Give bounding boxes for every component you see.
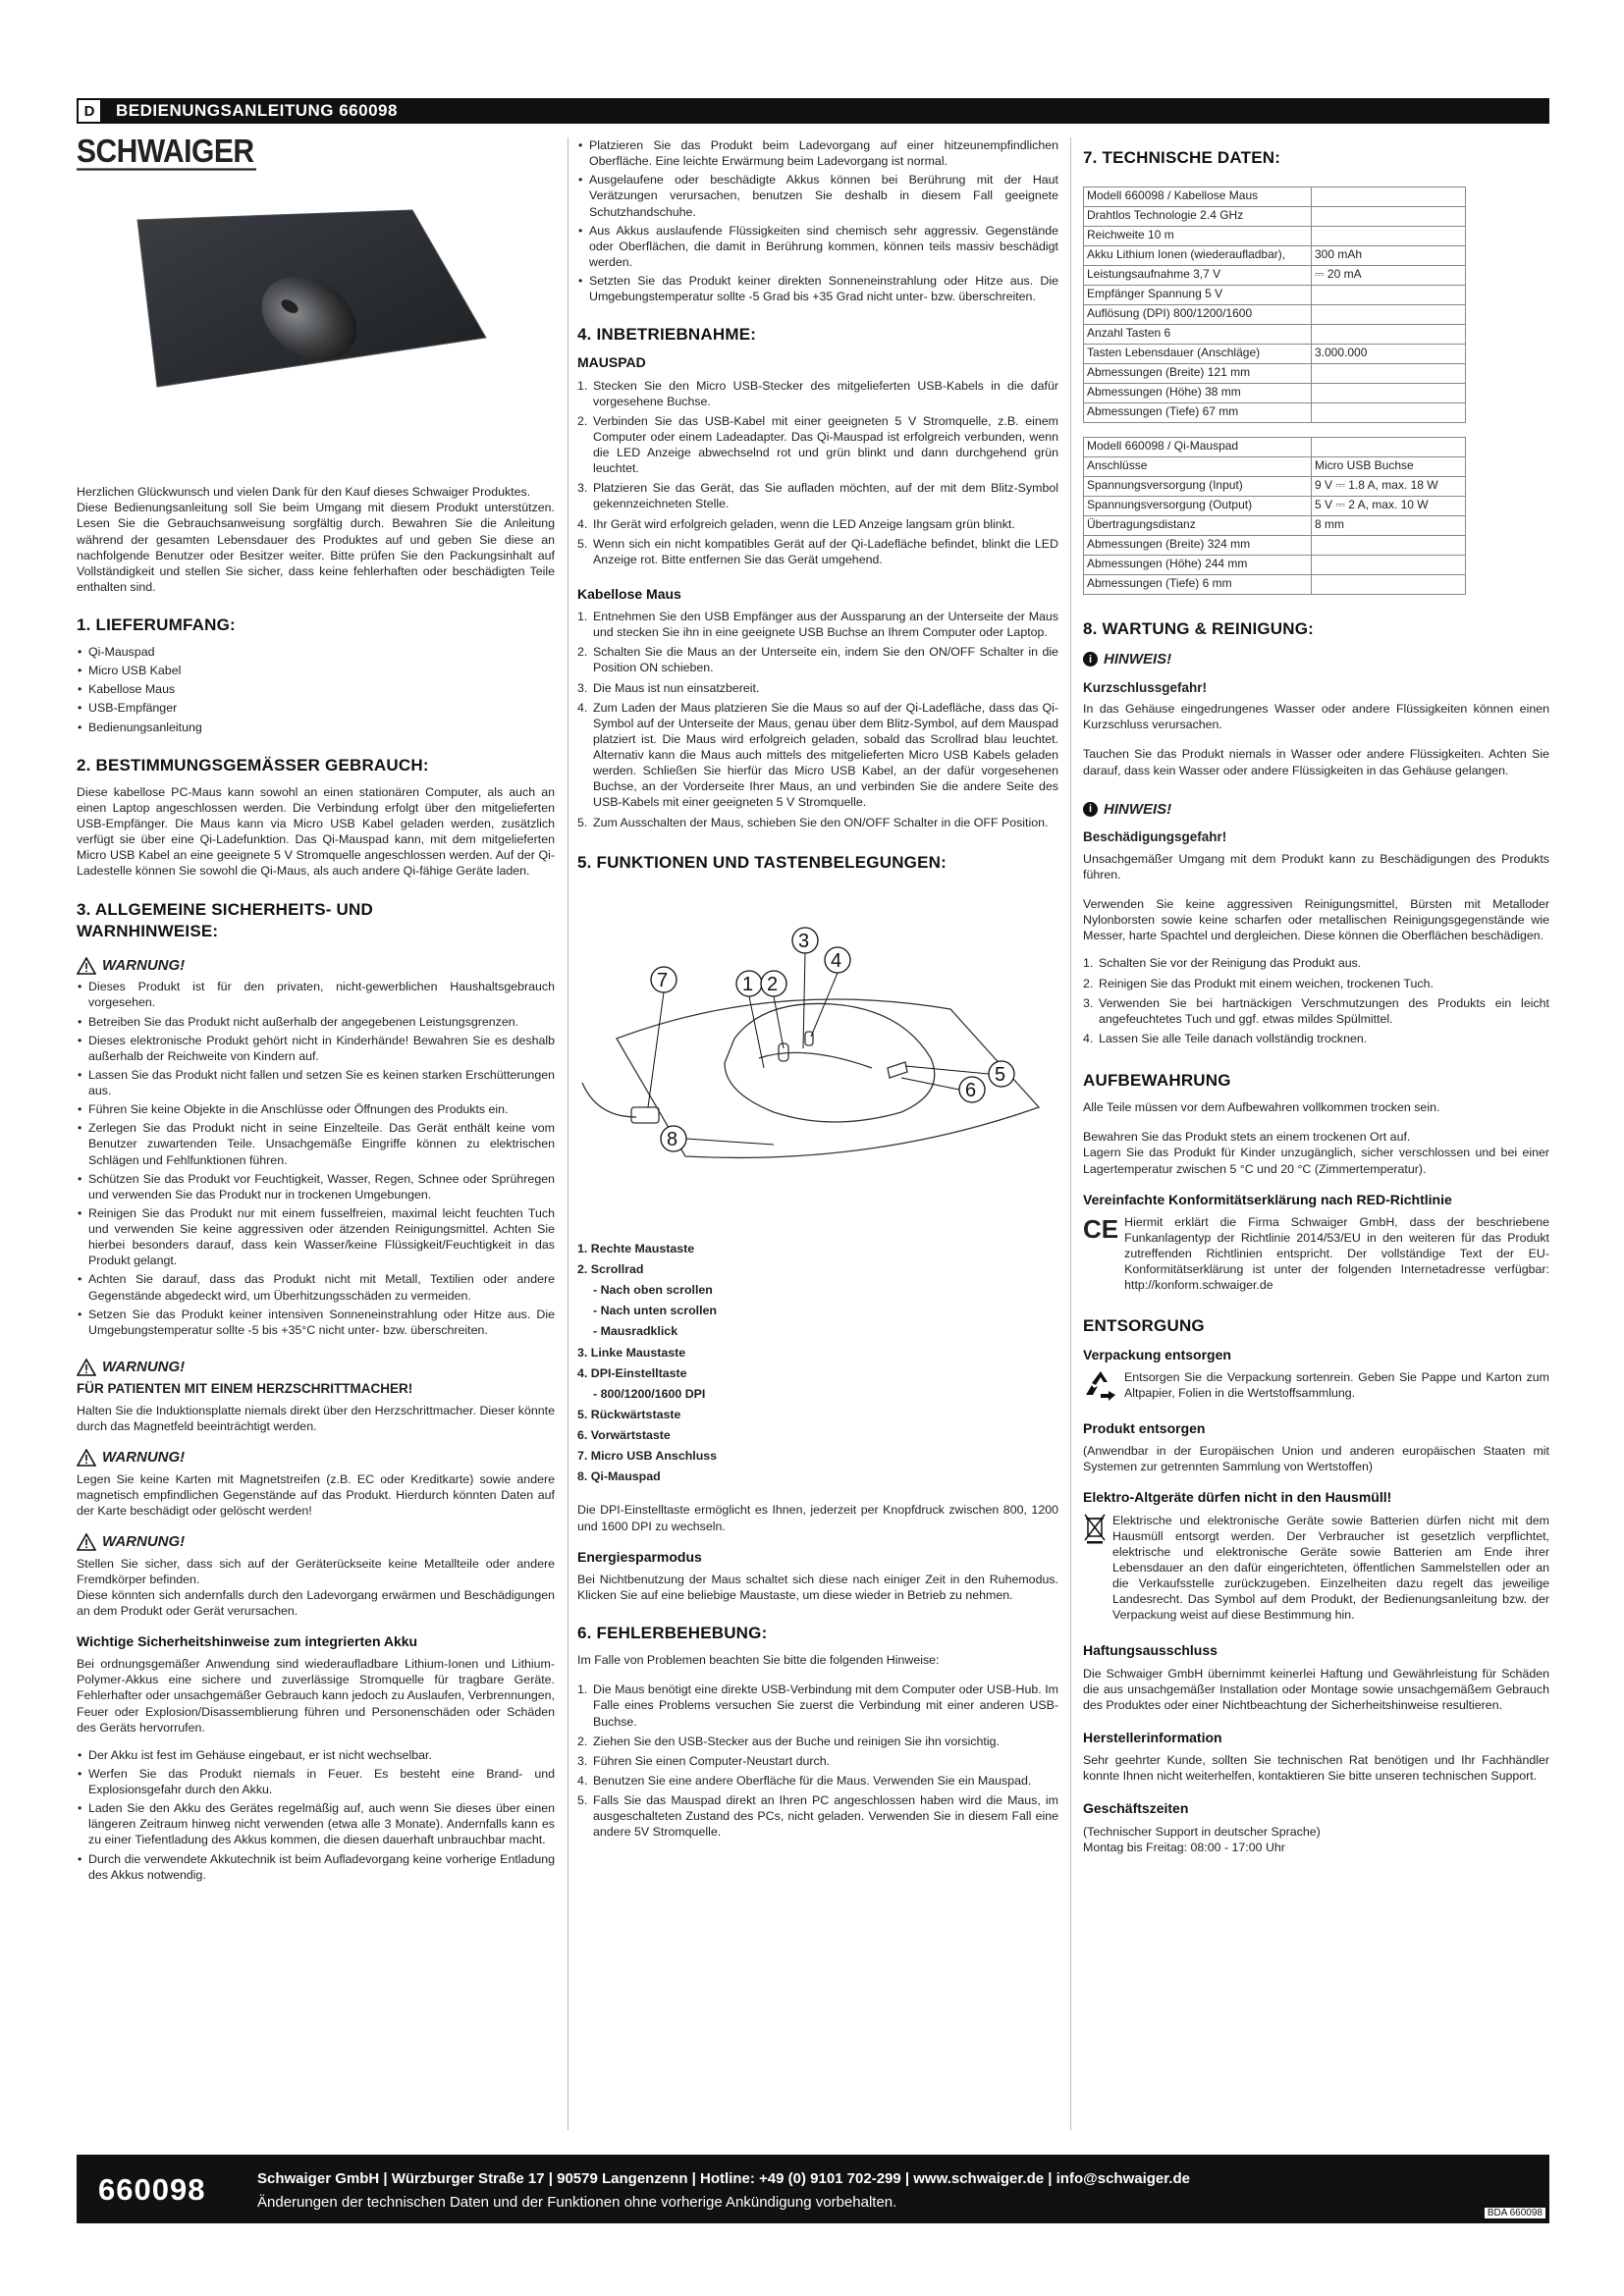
conformity-block	[1083, 1214, 1549, 1297]
battery-safety-title: Wichtige Sicherheitshinweise zum integrierten Akku	[77, 1633, 418, 1650]
spec-value	[1312, 187, 1466, 207]
list-item: • Führen Sie keine Objekte in die Anschlüsse oder Öffnungen des Produkts ein.	[77, 1101, 555, 1117]
spec-value	[1312, 556, 1466, 575]
legend-item: 4. DPI-Einstelltaste	[577, 1365, 687, 1380]
list-item: 3. Führen Sie einen Computer-Neustart durch.	[577, 1753, 831, 1768]
spec-value: 300 mAh	[1312, 246, 1466, 266]
legend-item: 7. Micro USB Anschluss	[577, 1449, 718, 1464]
warning-heading: WARNUNG!	[77, 1358, 555, 1377]
footer-bar	[77, 2155, 1549, 2223]
energy-title: Energiesparmodus	[577, 1548, 702, 1565]
product-disposal-text: (Anwendbar in der Europäischen Union und anderen europäischen Staaten mit Systemen zur getrennten Sammlung von Wertstoffen)	[1083, 1444, 1549, 1474]
page-title: BEDIENUNGSANLEITUNG 660098	[116, 101, 398, 120]
callout-7: 7	[657, 969, 669, 991]
intro-text: Herzlichen Glückwunsch und vielen Dank für den Kauf dieses Schwaiger Produktes. Diese Bedienungsanleitung soll Sie beim Umgang mit diesem Produkt unterstützen. Lesen Sie die Gebrauchsanweisung sorgfältig durch. Bewahren Sie die Anleitung während der gesamten Lebensdauer des Produktes auf und geben Sie diese an nachfolgende Benutzer oder Besitzer weiter. Bitte prüfen Sie den Packungsinhalt auf Vollständigkeit und stellen Sie sicher, dass keine fehlerhaften oder beschädigten Teile enthalten sind.	[77, 485, 555, 594]
table-row	[1084, 187, 1466, 207]
battery-safety-text: Bei ordnungsgemäßer Anwendung sind wiederaufladbare Lithium-Ionen und Lithium-Polymer-Akkus eine sichere und zuverlässige Stromquelle für tragbare Geräte. Fehlerhafter oder unsachgemäßer Gebrauch kann jedoch zu Auslaufen, Verbrennungen, Feuer oder Explosion/Disassemblierung führen und Personenschäden oder Schäden des Geräts hervorrufen.	[77, 1657, 555, 1735]
table-row	[1084, 536, 1466, 556]
list-item: 4. Lassen Sie alle Teile danach vollständig trocknen.	[1083, 1031, 1368, 1045]
warning-icon	[77, 957, 96, 975]
list-item: • Qi-Mauspad	[77, 644, 555, 660]
spec-label: Abmessungen (Breite) 121 mm	[1084, 364, 1312, 384]
ce-mark-icon: CE	[1083, 1213, 1119, 1244]
mouse-spec-table	[1083, 187, 1466, 423]
mousepad-title: MAUSPAD	[577, 354, 646, 371]
section-title: 1. LIEFERUMFANG:	[77, 615, 236, 634]
usb-plug	[631, 1107, 659, 1123]
list-item: • Dieses Produkt ist für den privaten, nicht-gewerblichen Haushaltsgebrauch vorgesehen.	[77, 979, 555, 1010]
warning-icon	[77, 1449, 96, 1467]
troubleshoot-steps	[577, 1682, 1058, 1840]
recycle-icon	[1083, 1369, 1118, 1403]
spec-value	[1312, 384, 1466, 403]
pacemaker-text: Halten Sie die Induktionsplatte niemals direkt über den Herzschrittmacher. Dieser könnte durch das Magnetfeld beeinträchtigt werden.	[77, 1403, 555, 1434]
spec-label: Empfänger Spannung 5 V	[1084, 286, 1312, 305]
legend-item: - Nach unten scrollen	[593, 1304, 717, 1318]
warning-heading: WARNUNG!	[77, 1532, 555, 1552]
hint-text: Tauchen Sie das Produkt niemals in Wasser oder andere Flüssigkeiten. Achten Sie darauf, dass kein Wasser oder andere Flüssigkeiten in das Gehäuse gelangen.	[1083, 747, 1549, 777]
list-item: 1. Entnehmen Sie den USB Empfänger aus der Aussparung an der Unterseite der Maus und stecken Sie ihn in eine geeignete USB Buchse an Ihrem Computer oder Laptop.	[577, 610, 1058, 640]
spec-label: Abmessungen (Tiefe) 67 mm	[1084, 403, 1312, 423]
table-row	[1084, 575, 1466, 595]
callout-4: 4	[831, 949, 842, 972]
usage-text: Diese kabellose PC-Maus kann sowohl an einen stationären Computer, als auch an einen Laptop angeschlossen werden. Die Verbindung erfolgt über den mitgelieferten USB-Empfänger. Die Maus kann via Micro USB Kabel geladen werden, zusätzlich verfügt sie über eine Qi-Ladefunktion. Das Qi-Mauspad kann, mit dem mitgelieferten Micro USB Kabel an eine geeignete 5 V Stromquelle angeschlossen werden. Auf der Qi-Ladestelle können Sie sowohl die Qi-Maus, als auch andere Qi-fähige Geräte laden.	[77, 784, 555, 879]
section-title: 8. WARTUNG & REINIGUNG:	[1083, 619, 1315, 639]
list-item: 5. Falls Sie das Mauspad direkt an Ihren PC angeschlossen haben wird die Maus, im ausgeschalteten Zustand des PCs, nicht geladen. Verwenden Sie in diesem Fall eine andere 5V Stromquelle.	[577, 1793, 1058, 1840]
list-item: • Reinigen Sie das Produkt nur mit einem fusselfreien, maximal leicht feuchten Tuch und verwenden Sie keine aggressiven oder ätzenden Reinigungsmittel. Achten Sie hierbei besonders darauf, dass kein Wasser/keine Flüssigkeit/Feuchtigkeit in das Produkt gelangt.	[77, 1205, 555, 1269]
list-item: • Platzieren Sie das Produkt beim Ladevorgang auf einer hitzeunempfindlichen Oberfläche. Eine leichte Erwärmung beim Ladevorgang ist normal.	[577, 137, 1058, 169]
list-item: • Laden Sie den Akku des Gerätes regelmäßig auf, auch wenn Sie dieses über einen längeren Zeitraum hinweg nicht verwenden (etwa alle 3 Monate). Andernfalls kann es zu einer Tiefentladung des Akkus kommen, die diesen dauerhaft unbrauchbar macht.	[77, 1800, 555, 1847]
list-item: • USB-Empfänger	[77, 700, 555, 716]
list-item: 2. Ziehen Sie den USB-Stecker aus der Buche und reinigen Sie ihn vorsichtig.	[577, 1734, 1000, 1748]
delivery-list	[77, 644, 555, 735]
table-row	[1084, 438, 1466, 457]
spec-label: Drahtlos Technologie 2.4 GHz	[1084, 207, 1312, 227]
section-title: 6. FEHLERBEHEBUNG:	[577, 1624, 768, 1643]
legend-item: 3. Linke Maustaste	[577, 1345, 686, 1360]
spec-value	[1312, 286, 1466, 305]
spec-label: Übertragungsdistanz	[1084, 516, 1312, 536]
spec-value: ⎓ 20 mA	[1312, 266, 1466, 286]
brand-logo: SCHWAIGER	[77, 133, 254, 170]
table-row	[1084, 246, 1466, 266]
callout-5: 5	[995, 1063, 1006, 1086]
storage-text: Alle Teile müssen vor dem Aufbewahren vollkommen trocken sein.	[1083, 1100, 1440, 1115]
company-contact: Schwaiger GmbH | Würzburger Straße 17 | 90579 Langenzenn | Hotline: +49 (0) 9101 702-299 | www.schwaiger.de | info@schwaiger.de	[257, 2170, 1190, 2187]
spec-label: Auflösung (DPI) 800/1200/1600	[1084, 305, 1312, 325]
section-title: ENTSORGUNG	[1083, 1316, 1205, 1336]
spec-label: Leistungsaufnahme 3,7 V	[1084, 266, 1312, 286]
metal-warning-text: Stellen Sie sicher, dass sich auf der Geräterückseite keine Metallteile oder andere Fremdkörper befinden. Diese könnten sich andernfalls durch den Ladevorgang erwärmen und Beschädigungen an dem Produkt oder Gerät verursachen.	[77, 1556, 555, 1618]
weee-title: Elektro-Altgeräte dürfen nicht in den Hausmüll!	[1083, 1489, 1392, 1506]
energy-text: Bei Nichtbenutzung der Maus schaltet sich diese nach einiger Zeit in den Ruhemodus. Klicken Sie auf eine beliebige Maustaste, um diese wieder in Betrieb zu nehmen.	[577, 1572, 1058, 1602]
weee-text: Elektrische und elektronische Geräte sowie Batterien dürfen nicht mit dem Hausmüll entsorgt werden. Der Verbraucher ist gesetzlich verpflichtet, elektrische und elektronische Geräte sowie Batterien am Ende ihrer Lebensdauer an den dafür eingerichteten, öffentlichen Sammelstellen oder an die Verkaufsstelle zurückzugeben. Einzelheiten dazu regelt das jeweilige Landesrecht. Das Symbol auf dem Produkt, der Bedienungsanleitung bzw. der Verpackung weist auf diese Bestimmung hin.	[1112, 1513, 1549, 1623]
list-item: • Schützen Sie das Produkt vor Feuchtigkeit, Wasser, Regen, Schnee oder Sprühregen und verwenden Sie das Produkt nur in trockenen Umgebungen.	[77, 1171, 555, 1202]
mouse-steps	[577, 609, 1058, 830]
callout-8: 8	[667, 1128, 678, 1150]
spec-value	[1312, 305, 1466, 325]
list-item: • Bedienungsanleitung	[77, 720, 555, 735]
table-row	[1084, 345, 1466, 364]
spec-label: Anschlüsse	[1084, 457, 1312, 477]
list-item: • Der Akku ist fest im Gehäuse eingebaut, er ist nicht wechselbar.	[77, 1747, 555, 1763]
spec-value: Micro USB Buchse	[1312, 457, 1466, 477]
hint-title: Kurzschlussgefahr!	[1083, 679, 1208, 695]
spec-value	[1312, 364, 1466, 384]
spec-value: 3.000.000	[1312, 345, 1466, 364]
section-title: 7. TECHNISCHE DATEN:	[1083, 148, 1281, 167]
info-icon: i	[1083, 652, 1098, 667]
legend-item: - 800/1200/1600 DPI	[593, 1386, 706, 1401]
disclaimer: Änderungen der technischen Daten und der Funktionen ohne vorherige Ankündigung vorbehalten.	[257, 2194, 897, 2211]
product-photo	[98, 190, 491, 392]
manufacturer-title: Herstellerinformation	[1083, 1730, 1222, 1746]
list-item: 4. Ihr Gerät wird erfolgreich geladen, wenn die LED Anzeige langsam grün blinkt.	[577, 516, 1015, 531]
list-item: 3. Verwenden Sie bei hartnäckigen Verschmutzungen des Produkts ein leicht angefeuchtetes Tuch und ggf. etwas mildes Spülmittel.	[1083, 995, 1549, 1026]
spec-value	[1312, 438, 1466, 457]
spec-label: Spannungsversorgung (Input)	[1084, 477, 1312, 497]
hint-title: Beschädigungsgefahr!	[1083, 829, 1227, 845]
language-badge: D	[77, 98, 102, 124]
list-item: • Durch die verwendete Akkutechnik ist beim Aufladevorgang keine vorherige Entladung des Akkus notwendig.	[77, 1851, 555, 1883]
warning-heading: WARNUNG!	[77, 1448, 555, 1468]
weee-block	[1083, 1513, 1549, 1627]
column-2	[577, 137, 1058, 1843]
list-item: 2. Schalten Sie die Maus an der Unterseite ein, indem Sie den ON/OFF Schalter in die Position ON schieben.	[577, 645, 1058, 675]
legend-item: 6. Vorwärtstaste	[577, 1428, 671, 1443]
list-item: • Ausgelaufene oder beschädigte Akkus können bei Berührung mit der Haut Verätzungen verursachen, benutzen Sie deshalb in diesem Fall geeignete Schutzhandschuhe.	[577, 172, 1058, 219]
table-row	[1084, 227, 1466, 246]
storage-text: Bewahren Sie das Produkt stets an einem trockenen Ort auf. Lagern Sie das Produkt für Kinder unzugänglich, sicher verschlossen und bei einer Lagertemperatur zwischen 5 °C und 20 °C (Zimmertemperatur).	[1083, 1130, 1549, 1176]
side-buttons	[888, 1062, 907, 1078]
hint-text: Verwenden Sie keine aggressiven Reinigungsmittel, Bürsten mit Metalloder Nylonborsten sowie keine scharfen oder metallischen Reinigungsgegenstände wie Messer, harte Spachtel und dergleichen. Diese können die Oberflächen beschädigen.	[1083, 897, 1549, 943]
dpi-text: Die DPI-Einstelltaste ermöglicht es Ihnen, jederzeit per Knopfdruck zwischen 800, 1200 und 1600 DPI zu wechseln.	[577, 1503, 1058, 1533]
troubleshoot-intro: Im Falle von Problemen beachten Sie bitte die folgenden Hinweise:	[577, 1653, 940, 1668]
wireless-mouse-title: Kabellose Maus	[577, 585, 681, 602]
table-row	[1084, 403, 1466, 423]
list-item: • Setzten Sie das Produkt keiner direkten Sonneneinstrahlung oder Hitze aus. Die Umgebungstemperatur sollte -5 Grad bis +35 Grad nicht unter- bzw. überschreiten.	[577, 273, 1058, 304]
table-row	[1084, 286, 1466, 305]
list-item: 1. Schalten Sie vor der Reinigung das Produkt aus.	[1083, 956, 1362, 971]
mousepad-steps	[577, 378, 1058, 567]
list-item: • Micro USB Kabel	[77, 663, 555, 678]
warning-icon	[77, 1359, 96, 1376]
hint-heading: i HINWEIS!	[1083, 650, 1549, 669]
legend-item: 8. Qi-Mauspad	[577, 1469, 661, 1484]
callout-2: 2	[767, 973, 779, 995]
product-number: 660098	[98, 2172, 206, 2207]
mouse-detail-line	[759, 1052, 872, 1068]
mouse-diagram	[577, 921, 1058, 1215]
table-row	[1084, 207, 1466, 227]
business-hours-text: (Technischer Support in deutscher Sprache) Montag bis Freitag: 08:00 - 17:00 Uhr	[1083, 1824, 1321, 1854]
table-row	[1084, 556, 1466, 575]
pacemaker-title: FÜR PATIENTEN MIT EINEM HERZSCHRITTMACHER!	[77, 1381, 413, 1397]
battery-list	[77, 1747, 555, 1883]
warning-icon	[77, 1533, 96, 1551]
list-item: 5. Wenn sich ein nicht kompatibles Gerät auf der Qi-Ladefläche befindet, blinkt die LED Anzeige rot. Bitte entfernen Sie das Gerät umgehend.	[577, 536, 1058, 566]
spec-value	[1312, 403, 1466, 423]
button-legend	[577, 1241, 1058, 1485]
info-icon: i	[1083, 802, 1098, 817]
table-row	[1084, 305, 1466, 325]
list-item: • Betreiben Sie das Produkt nicht außerhalb der angegebenen Leistungsgrenzen.	[77, 1014, 555, 1030]
table-row	[1084, 325, 1466, 345]
column-divider	[1070, 137, 1071, 2130]
list-item: • Kabellose Maus	[77, 681, 555, 697]
safety-list	[77, 979, 555, 1338]
list-item: • Zerlegen Sie das Produkt nicht in seine Einzelteile. Das Gerät enthält keine vom Benutzer zuwartenden Teile. Unsachgemäße Eingriffe können zu elektrischen Schlägen und Fehlfunktionen führen.	[77, 1120, 555, 1167]
list-item: 4. Zum Laden der Maus platzieren Sie die Maus so auf der Qi-Ladefläche, dass das Qi-Symbol auf der Unterseite der Maus, genau über dem Blitz-Symbol, auf dem Mauspad platziert ist. Die Maus wird erfolgreich geladen, sobald das Scrollrad blau leuchtet. Alternativ kann die Maus auch mittels des mitgelieferten Micro USB Kabels geladen werden. Schließen Sie hierfür das Micro USB Kabel, an der dafür vorgesehenen Buchse, an der Vorderseite Ihrer Maus, an und verbinden Sie die andere Seite des USB-Kabels mit einer geeigneten 5 V Stromquelle.	[577, 700, 1058, 810]
header-bar	[77, 98, 1549, 124]
spec-label: Spannungsversorgung (Output)	[1084, 497, 1312, 516]
spec-label: Abmessungen (Höhe) 38 mm	[1084, 384, 1312, 403]
list-item: • Setzen Sie das Produkt keiner intensiven Sonneneinstrahlung oder Hitze aus. Die Umgebungstemperatur sollte -5 bis +35°C nicht unter- bzw. überschreiten.	[77, 1307, 555, 1338]
spec-value: 8 mm	[1312, 516, 1466, 536]
list-item: 1. Die Maus benötigt eine direkte USB-Verbindung mit dem Computer oder USB-Hub. Im Falle eines Problems versuchen Sie zuerst die Verbindung mit einer anderen USB-Buchse.	[577, 1682, 1058, 1729]
table-row	[1084, 364, 1466, 384]
legend-item: 5. Rückwärtstaste	[577, 1407, 681, 1421]
spec-value	[1312, 536, 1466, 556]
section-title: 5. FUNKTIONEN UND TASTENBELEGUNGEN:	[577, 852, 947, 872]
product-disposal-title: Produkt entsorgen	[1083, 1419, 1206, 1436]
table-row	[1084, 266, 1466, 286]
liability-text: Die Schwaiger GmbH übernimmt keinerlei Haftung und Gewährleistung für Schäden die aus unsachgemäßer Installation oder Montage sowie unsachgemäßem Gebrauch des Produktes oder einer Nichtbeachtung der Sicherheitshinweise resultieren.	[1083, 1666, 1549, 1712]
spec-label: Reichweite 10 m	[1084, 227, 1312, 246]
cards-warning-text: Legen Sie keine Karten mit Magnetstreifen (z.B. EC oder Kreditkarte) sowie andere magnetisch empfindlichen Gegenstände auf das Produkt. Hierdurch könnten Daten auf der Karte beschädigt oder gelöscht werden!	[77, 1471, 555, 1518]
warning-heading: WARNUNG!	[77, 956, 555, 976]
column-3	[1083, 137, 1549, 1858]
cleaning-steps	[1083, 955, 1549, 1046]
spec-label: Abmessungen (Höhe) 244 mm	[1084, 556, 1312, 575]
list-item: 4. Benutzen Sie eine andere Oberfläche für die Maus. Verwenden Sie ein Mauspad.	[577, 1773, 1032, 1788]
table-row	[1084, 384, 1466, 403]
callout-1: 1	[742, 973, 754, 995]
spec-label: Tasten Lebensdauer (Anschläge)	[1084, 345, 1312, 364]
hint-text: In das Gehäuse eingedrungenes Wasser oder andere Flüssigkeiten können einen Kurzschluss verursachen.	[1083, 702, 1549, 732]
spec-value: 9 V ⎓ 1.8 A, max. 18 W	[1312, 477, 1466, 497]
callout-6: 6	[965, 1079, 977, 1101]
spec-label: Modell 660098 / Qi-Mauspad	[1084, 438, 1312, 457]
manufacturer-text: Sehr geehrter Kunde, sollten Sie technischen Rat benötigen und Ihr Fachhändler konnte Ihnen nicht weiterhelfen, kontaktieren Sie bitte unseren technischen Support.	[1083, 1753, 1549, 1784]
hint-text: Unsachgemäßer Umgang mit dem Produkt kann zu Beschädigungen des Produkts führen.	[1083, 851, 1549, 881]
legend-item: 2. Scrollrad	[577, 1262, 644, 1277]
crossed-bin-icon	[1083, 1513, 1107, 1544]
list-item: • Werfen Sie das Produkt niemals in Feuer. Es besteht eine Brand- und Explosionsgefahr durch den Akku.	[77, 1766, 555, 1797]
table-row	[1084, 477, 1466, 497]
column-1	[77, 133, 555, 1886]
spec-label: Akku Lithium Ionen (wiederaufladbar),	[1084, 246, 1312, 266]
conformity-text: Hiermit erklärt die Firma Schwaiger GmbH, dass der beschriebene Funkanlagentyp der Richtlinie 2014/53/EU in den weiteren für das Produkt zutreffenden Richtlinien entspricht. Der vollständige Text der EU-Konformitätserklärung ist unter der folgenden Internetadresse verfügbar: http://konform.schwaiger.de	[1124, 1214, 1549, 1293]
list-item: 2. Verbinden Sie das USB-Kabel mit einer geeigneten 5 V Stromquelle, z.B. einem Computer oder einem Ladeadapter. Das Qi-Mauspad ist erfolgreich verbunden, wenn die LED Anzeige abwechselnd rot und grün blinkt und dann durchgehend grün leuchtet.	[577, 413, 1058, 476]
spec-label: Abmessungen (Tiefe) 6 mm	[1084, 575, 1312, 595]
spec-value	[1312, 227, 1466, 246]
mousepad-spec-table	[1083, 437, 1466, 595]
hint-heading: i HINWEIS!	[1083, 800, 1549, 820]
table-row	[1084, 497, 1466, 516]
packaging-text: Entsorgen Sie die Verpackung sortenrein. Geben Sie Pappe und Karton zum Altpapier, Folien in die Wertstoffsammlung.	[1124, 1369, 1549, 1400]
spec-label: Abmessungen (Breite) 324 mm	[1084, 536, 1312, 556]
section-title: AUFBEWAHRUNG	[1083, 1071, 1231, 1091]
spec-value	[1312, 207, 1466, 227]
packaging-block	[1083, 1369, 1549, 1404]
liability-title: Haftungsausschluss	[1083, 1642, 1218, 1659]
table-row	[1084, 457, 1466, 477]
legend-item: 1. Rechte Maustaste	[577, 1241, 695, 1255]
document-code: BDA 660098	[1485, 2208, 1545, 2218]
list-item: 1. Stecken Sie den Micro USB-Stecker des mitgelieferten USB-Kabels in die dafür vorgesehene Buchse.	[577, 378, 1058, 408]
spec-value: 5 V ⎓ 2 A, max. 10 W	[1312, 497, 1466, 516]
battery-list-continued	[577, 137, 1058, 304]
business-hours-title: Geschäftszeiten	[1083, 1800, 1189, 1817]
list-item: 2. Reinigen Sie das Produkt mit einem weichen, trockenen Tuch.	[1083, 976, 1434, 990]
section-title: 2. BESTIMMUNGSGEMÄSSER GEBRAUCH:	[77, 755, 429, 774]
spec-value	[1312, 575, 1466, 595]
list-item: • Aus Akkus auslaufende Flüssigkeiten sind chemisch sehr aggressiv. Gegenstände oder Oberflächen, die damit in Berührung kommen, können teils massiv beschädigt werden.	[577, 223, 1058, 270]
list-item: • Lassen Sie das Produkt nicht fallen und setzen Sie es keinen starken Erschütterungen aus.	[77, 1067, 555, 1098]
list-item: 5. Zum Ausschalten der Maus, schieben Sie den ON/OFF Schalter in die OFF Position.	[577, 815, 1049, 829]
cable-line	[582, 1083, 636, 1117]
list-item: 3. Platzieren Sie das Gerät, das Sie aufladen möchten, auf der mit dem Blitz-Symbol gekennzeichneten Stelle.	[577, 481, 1058, 511]
table-row	[1084, 516, 1466, 536]
conformity-title: Vereinfachte Konformitätserklärung nach RED-Richtlinie	[1083, 1191, 1452, 1207]
spec-label: Modell 660098 / Kabellose Maus	[1084, 187, 1312, 207]
spec-label: Anzahl Tasten 6	[1084, 325, 1312, 345]
list-item: • Achten Sie darauf, dass das Produkt nicht mit Metall, Textilien oder andere Gegenstände abgedeckt wird, um Überhitzungsschäden zu vermeiden.	[77, 1271, 555, 1303]
packaging-title: Verpackung entsorgen	[1083, 1346, 1231, 1362]
section-title: 4. INBETRIEBNAHME:	[577, 325, 757, 345]
legend-item: - Nach oben scrollen	[593, 1283, 713, 1298]
callout-3: 3	[798, 930, 810, 952]
list-item: • Dieses elektronische Produkt gehört nicht in Kinderhände! Bewahren Sie es deshalb außerhalb der Reichweite von Kindern auf.	[77, 1033, 555, 1064]
list-item: 3. Die Maus ist nun einsatzbereit.	[577, 680, 760, 695]
section-title: 3. ALLGEMEINE SICHERHEITS- UND WARNHINWEISE:	[77, 899, 373, 940]
legend-item: - Mausradklick	[593, 1324, 678, 1339]
spec-value	[1312, 325, 1466, 345]
